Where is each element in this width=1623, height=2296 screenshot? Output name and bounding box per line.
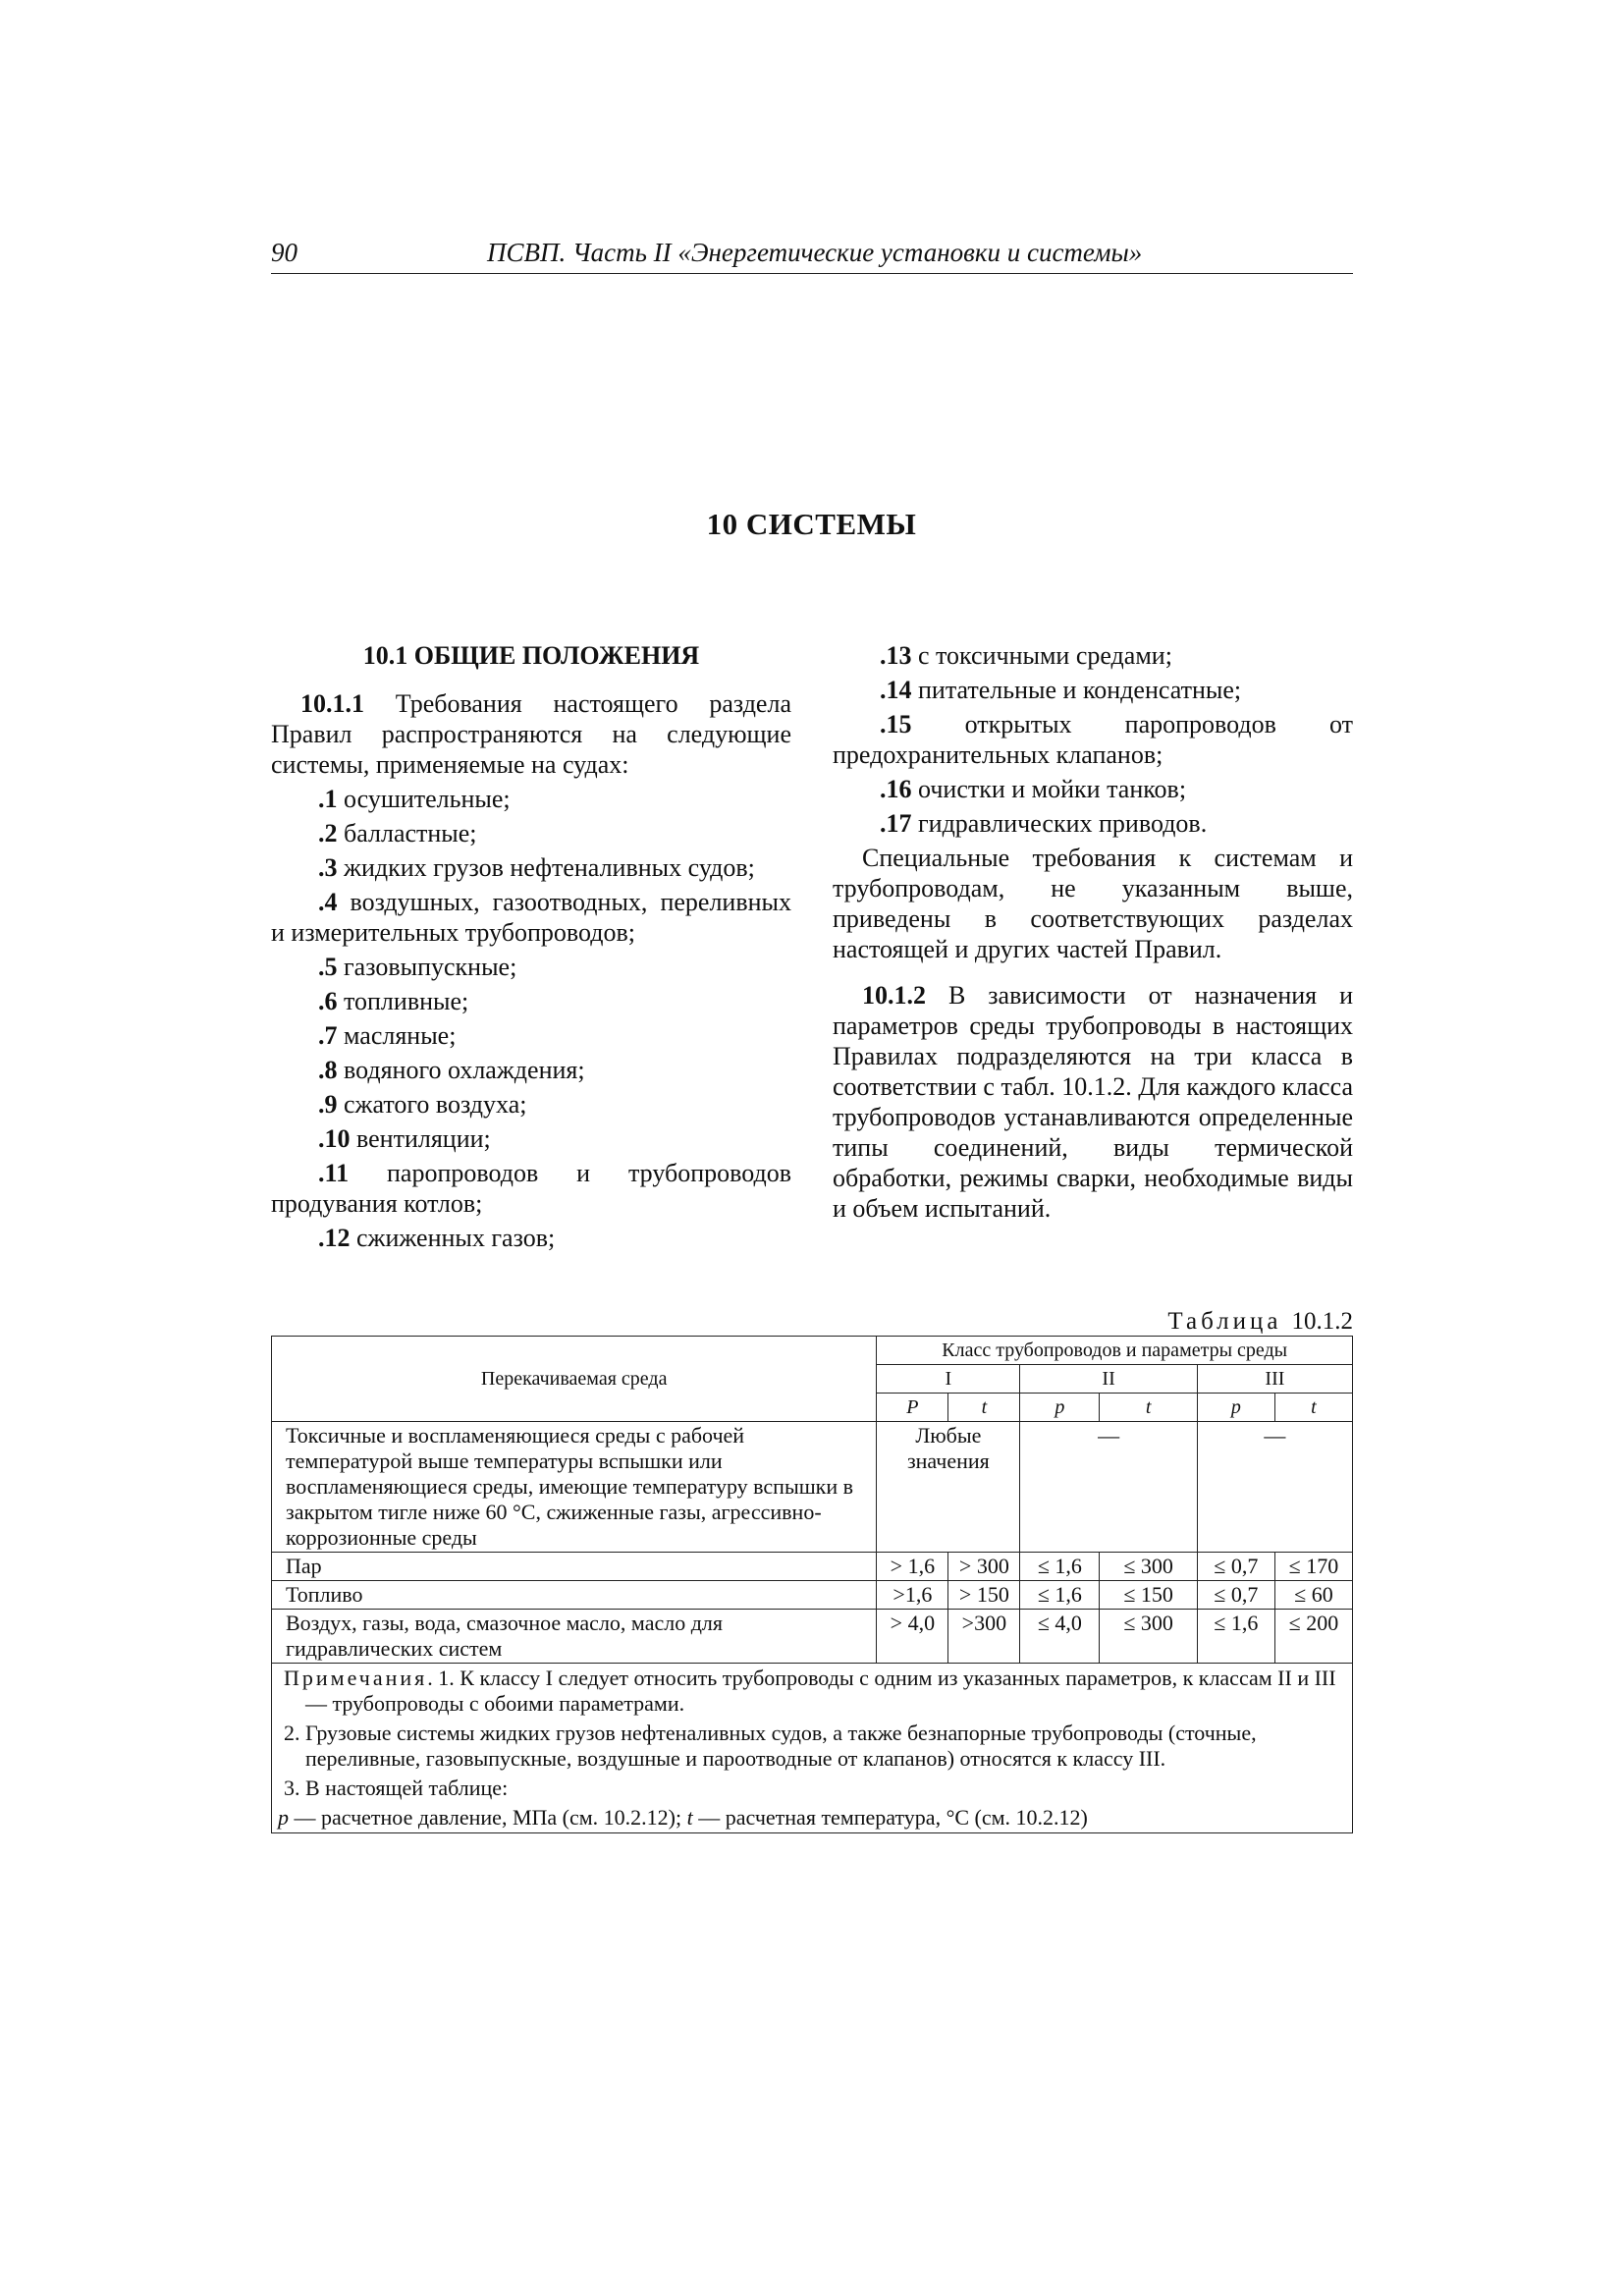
- header-param: p: [1197, 1394, 1274, 1422]
- right-column: [833, 640, 1353, 1224]
- symbol-p: p: [278, 1805, 289, 1830]
- item-number: .9: [318, 1090, 338, 1119]
- table-caption-word: Таблица: [1167, 1308, 1282, 1335]
- item-number: .11: [318, 1159, 350, 1187]
- item-text: паропроводов и трубопроводов продувания котлов;: [271, 1159, 791, 1218]
- value-cell: > 300: [948, 1553, 1020, 1581]
- paragraph-text: В зависимости от назначения и параметров среды трубопроводы в настоящих Правилах подразделяются на три класса в соответствии с табл. 10.1.2. Для каждого класса трубопроводов устанавливаются определенные типы соединений, виды термической обработки, режимы сварки, необходимые виды и объем испытаний.: [833, 981, 1353, 1223]
- section-heading: 10.1 ОБЩИЕ ПОЛОЖЕНИЯ: [362, 641, 700, 670]
- value-cell: ≤ 60: [1274, 1581, 1352, 1610]
- item-number: .6: [318, 987, 338, 1015]
- list-item: [833, 675, 1353, 705]
- list-item: [271, 1123, 791, 1154]
- item-number: .7: [318, 1021, 338, 1050]
- value-cell: > 4,0: [877, 1610, 948, 1664]
- header-class-2: II: [1020, 1365, 1197, 1394]
- value-cell: ≤ 1,6: [1020, 1581, 1100, 1610]
- item-text: гидравлических приводов.: [911, 809, 1208, 838]
- value-cell: ≤ 1,6: [1020, 1553, 1100, 1581]
- value-cell: ≤ 200: [1274, 1610, 1352, 1664]
- list-item: [271, 986, 791, 1016]
- list-item: [271, 952, 791, 982]
- item-number: .12: [318, 1224, 351, 1252]
- value-cell: ≤ 150: [1100, 1581, 1197, 1610]
- symbol-t: t: [686, 1805, 693, 1830]
- value-cell: ≤ 300: [1100, 1610, 1197, 1664]
- item-text: топливные;: [337, 987, 469, 1015]
- item-text: очистки и мойки танков;: [911, 775, 1187, 803]
- value-cell: ≤ 170: [1274, 1553, 1352, 1581]
- value-cell: Любые значения: [877, 1422, 1020, 1553]
- item-text: масляные;: [337, 1021, 457, 1050]
- header-class-1: I: [877, 1365, 1020, 1394]
- item-number: .3: [318, 853, 338, 882]
- table-caption: [1129, 1308, 1353, 1336]
- table-header-row: [272, 1337, 1353, 1365]
- item-text: жидких грузов нефтеналивных судов;: [337, 853, 755, 882]
- item-number: .10: [318, 1124, 351, 1153]
- value-cell: ≤ 1,6: [1197, 1610, 1274, 1664]
- note-4-temperature: — расчетная температура, °С (см. 10.2.12): [692, 1805, 1088, 1830]
- value-cell: —: [1020, 1422, 1197, 1553]
- paragraph-number: 10.1.2: [862, 981, 926, 1010]
- note-3: 3. В настоящей таблице:: [284, 1776, 509, 1800]
- list-item: [833, 774, 1353, 804]
- item-number: .2: [318, 819, 338, 847]
- item-text: с токсичными средами;: [911, 641, 1172, 670]
- list-item: [271, 784, 791, 814]
- item-number: .5: [318, 953, 338, 981]
- pipeline-class-table: [271, 1336, 1353, 1833]
- list-item: [833, 709, 1353, 770]
- medium-cell: Пар: [272, 1553, 877, 1581]
- item-text: воздушных, газоотводных, переливных и измерительных трубопроводов;: [271, 888, 791, 947]
- page-number: 90: [271, 238, 298, 267]
- item-number: .4: [318, 888, 338, 916]
- list-item: [833, 808, 1353, 839]
- value-cell: >1,6: [877, 1581, 948, 1610]
- table-row: [272, 1422, 1353, 1553]
- table-notes: [272, 1664, 1353, 1833]
- table-notes-row: [272, 1664, 1353, 1833]
- note-1-text: . 1. К классу I следует относить трубопроводы с одним из указанных параметров, к классам II и III — трубопроводы с обоими параметрами.: [305, 1666, 1336, 1716]
- header-param: t: [948, 1394, 1020, 1422]
- value-cell: ≤ 0,7: [1197, 1581, 1274, 1610]
- list-item: [271, 818, 791, 848]
- list-item: [271, 1089, 791, 1120]
- header-param: t: [1274, 1394, 1352, 1422]
- table-row: [272, 1610, 1353, 1664]
- item-number: .8: [318, 1056, 338, 1084]
- paragraph-text: Требования настоящего раздела Правил распространяются на следующие системы, применяемые на судах:: [271, 689, 791, 779]
- value-cell: > 150: [948, 1581, 1020, 1610]
- running-head: [271, 238, 1353, 274]
- item-text: питательные и конденсатные;: [911, 676, 1242, 704]
- table-row: [272, 1581, 1353, 1610]
- list-item: [271, 1223, 791, 1253]
- table-row: [272, 1553, 1353, 1581]
- paragraph-number: 10.1.1: [300, 689, 364, 718]
- left-column: [271, 640, 791, 1253]
- value-cell: ≤ 300: [1100, 1553, 1197, 1581]
- header-class-3: III: [1197, 1365, 1352, 1394]
- list-item: [271, 887, 791, 948]
- value-cell: >300: [948, 1610, 1020, 1664]
- running-title: ПСВП. Часть II «Энергетические установки и системы»: [487, 238, 1143, 267]
- value-cell: ≤ 4,0: [1020, 1610, 1100, 1664]
- item-number: .17: [880, 809, 912, 838]
- item-text: осушительные;: [337, 785, 511, 813]
- value-cell: —: [1197, 1422, 1352, 1553]
- notes-label: Примечания: [284, 1666, 428, 1690]
- list-item: [833, 640, 1353, 671]
- value-cell: > 1,6: [877, 1553, 948, 1581]
- item-number: .16: [880, 775, 912, 803]
- header-param: p: [1020, 1394, 1100, 1422]
- note-4-pressure: — расчетное давление, МПа (см. 10.2.12);: [289, 1805, 687, 1830]
- item-text: открытых паропроводов от предохранительных клапанов;: [833, 710, 1353, 769]
- value-cell: ≤ 0,7: [1197, 1553, 1274, 1581]
- header-param: P: [877, 1394, 948, 1422]
- item-text: сжиженных газов;: [350, 1224, 556, 1252]
- item-number: .14: [880, 676, 912, 704]
- paragraph-10-1-2: [833, 980, 1353, 1224]
- list-item: [271, 1020, 791, 1051]
- item-text: балластные;: [337, 819, 477, 847]
- note-4: [278, 1805, 1346, 1831]
- list-item: [271, 852, 791, 883]
- note-1: [278, 1666, 1346, 1717]
- item-text: вентиляции;: [350, 1124, 491, 1153]
- item-text: сжатого воздуха;: [337, 1090, 527, 1119]
- item-text: газовыпускные;: [337, 953, 517, 981]
- header-medium: Перекачиваемая среда: [272, 1337, 877, 1422]
- header-class-group: Класс трубопроводов и параметры среды: [877, 1337, 1353, 1365]
- item-number: .13: [880, 641, 912, 670]
- chapter-title: 10 СИСТЕМЫ: [706, 507, 917, 541]
- table-caption-number: 10.1.2: [1291, 1308, 1353, 1335]
- item-number: .15: [880, 710, 912, 738]
- paragraph-10-1-1: [271, 688, 791, 780]
- list-item: [271, 1158, 791, 1219]
- item-number: .1: [318, 785, 338, 813]
- medium-cell: Воздух, газы, вода, смазочное масло, масло для гидравлических систем: [272, 1610, 877, 1664]
- medium-cell: Токсичные и воспламеняющиеся среды с рабочей температурой выше температуры вспышки или воспламеняющиеся среды, имеющие температуру вспышки в закрытом тигле ниже 60 °С, сжиженные газы, агрессивно-коррозионные среды: [272, 1422, 877, 1553]
- header-param: t: [1100, 1394, 1197, 1422]
- item-text: водяного охлаждения;: [337, 1056, 585, 1084]
- special-requirements-paragraph: Специальные требования к системам и трубопроводам, не указанным выше, приведены в соответствующих разделах настоящей и других частей Правил.: [833, 844, 1353, 963]
- list-item: [271, 1055, 791, 1085]
- medium-cell: Топливо: [272, 1581, 877, 1610]
- note-2: 2. Грузовые системы жидких грузов нефтеналивных судов, а также безнапорные трубопроводы (сточные, переливные, газовыпускные, воздушные и пароотводные от клапанов) относятся к классу III.: [284, 1721, 1257, 1771]
